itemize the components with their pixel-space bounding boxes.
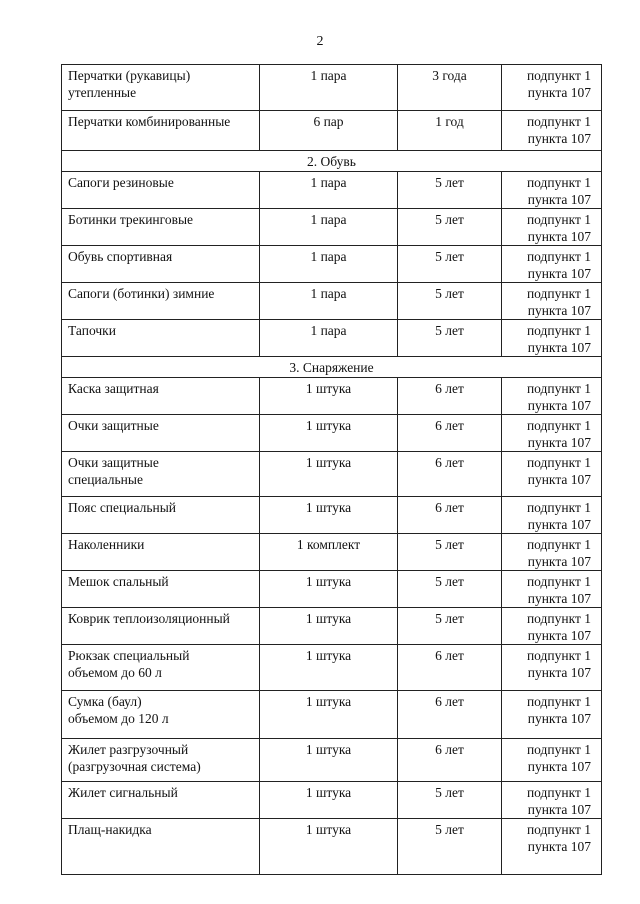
item-quantity: 1 пара: [310, 175, 347, 190]
item-quantity: 1 штука: [305, 611, 352, 626]
item-wear-term-cell: [398, 691, 502, 739]
item-quantity-cell: [260, 283, 398, 320]
table-row: [62, 246, 602, 283]
item-wear-term-cell: [398, 534, 502, 571]
item-legal-reference-cell: [502, 246, 602, 283]
item-quantity-cell: [260, 691, 398, 739]
item-legal-reference: подпункт 1 пункта 107: [526, 455, 591, 487]
item-quantity-cell: [260, 415, 398, 452]
item-legal-reference-cell: [502, 645, 602, 691]
table-row: [62, 415, 602, 452]
table-row: [62, 111, 602, 151]
item-wear-term-cell: [398, 415, 502, 452]
item-quantity: 6 пар: [313, 114, 344, 129]
item-name: Коврик теплоизоляционный: [68, 611, 230, 626]
item-name: Пояс специальный: [68, 500, 176, 515]
item-quantity-cell: [260, 378, 398, 415]
item-name-cell: [62, 320, 260, 357]
item-name-cell: [62, 65, 260, 111]
item-legal-reference: подпункт 1 пункта 107: [526, 611, 591, 643]
item-quantity-cell: [260, 172, 398, 209]
item-quantity: 1 штука: [305, 694, 352, 709]
table-row: [62, 209, 602, 246]
item-name: Перчатки комбинированные: [68, 114, 231, 129]
page-number: 2: [316, 34, 324, 49]
item-name-cell: [62, 111, 260, 151]
item-quantity: 1 пара: [310, 323, 347, 338]
table-row: [62, 378, 602, 415]
item-name-cell: [62, 283, 260, 320]
item-name-cell: [62, 691, 260, 739]
item-legal-reference: подпункт 1 пункта 107: [526, 574, 591, 606]
item-quantity: 1 штука: [305, 418, 352, 433]
item-legal-reference: подпункт 1 пункта 107: [526, 114, 591, 146]
item-legal-reference-cell: [502, 283, 602, 320]
item-wear-term: 5 лет: [435, 212, 464, 227]
item-wear-term: 5 лет: [435, 822, 464, 837]
item-wear-term: 5 лет: [435, 785, 464, 800]
item-wear-term-cell: [398, 172, 502, 209]
item-quantity: 1 штука: [305, 785, 352, 800]
table-row: [62, 571, 602, 608]
item-wear-term: 5 лет: [435, 611, 464, 626]
item-wear-term: 6 лет: [435, 742, 464, 757]
item-quantity-cell: [260, 320, 398, 357]
item-name-cell: [62, 378, 260, 415]
item-name: Тапочки: [68, 323, 116, 338]
item-wear-term: 1 год: [435, 114, 464, 129]
item-legal-reference-cell: [502, 739, 602, 782]
item-legal-reference: подпункт 1 пункта 107: [526, 286, 591, 318]
table-row: [62, 739, 602, 782]
item-wear-term: 5 лет: [435, 323, 464, 338]
item-quantity-cell: [260, 534, 398, 571]
item-legal-reference: подпункт 1 пункта 107: [526, 742, 591, 774]
table-row: [62, 65, 602, 111]
item-legal-reference-cell: [502, 415, 602, 452]
item-name-cell: [62, 415, 260, 452]
item-legal-reference: подпункт 1 пункта 107: [526, 381, 591, 413]
item-name-cell: [62, 497, 260, 534]
item-legal-reference-cell: [502, 378, 602, 415]
item-quantity: 1 пара: [310, 286, 347, 301]
item-name: Обувь спортивная: [68, 249, 173, 264]
item-name: Рюкзак специальный объемом до 60 л: [68, 648, 190, 680]
item-quantity: 1 пара: [310, 249, 347, 264]
item-quantity-cell: [260, 246, 398, 283]
item-name: Наколенники: [68, 537, 145, 552]
item-quantity: 1 штука: [305, 742, 352, 757]
item-wear-term-cell: [398, 571, 502, 608]
item-legal-reference: подпункт 1 пункта 107: [526, 418, 591, 450]
item-legal-reference: подпункт 1 пункта 107: [526, 249, 591, 281]
item-wear-term-cell: [398, 378, 502, 415]
item-legal-reference-cell: [502, 534, 602, 571]
item-name: Жилет сигнальный: [68, 785, 178, 800]
item-quantity: 1 штука: [305, 455, 352, 470]
item-legal-reference-cell: [502, 571, 602, 608]
item-name-cell: [62, 209, 260, 246]
item-legal-reference: подпункт 1 пункта 107: [526, 68, 591, 100]
item-wear-term: 6 лет: [435, 694, 464, 709]
item-legal-reference-cell: [502, 782, 602, 819]
table-row: [62, 608, 602, 645]
item-quantity-cell: [260, 571, 398, 608]
item-wear-term: 5 лет: [435, 537, 464, 552]
item-quantity: 1 штука: [305, 648, 352, 663]
item-name-cell: [62, 172, 260, 209]
table-body: [62, 65, 602, 875]
section-title: 3. Снаряжение: [62, 357, 602, 378]
item-quantity-cell: [260, 782, 398, 819]
item-name-cell: [62, 571, 260, 608]
item-wear-term: 6 лет: [435, 418, 464, 433]
item-legal-reference-cell: [502, 209, 602, 246]
item-quantity: 1 пара: [310, 68, 347, 83]
item-name: Очки защитные: [68, 418, 159, 433]
item-legal-reference-cell: [502, 65, 602, 111]
equipment-table: [61, 64, 602, 875]
item-name: Плащ-накидка: [68, 822, 152, 837]
item-wear-term-cell: [398, 497, 502, 534]
item-quantity-cell: [260, 739, 398, 782]
item-wear-term: 5 лет: [435, 574, 464, 589]
item-wear-term-cell: [398, 782, 502, 819]
section-row: [62, 151, 602, 172]
item-quantity-cell: [260, 645, 398, 691]
table-row: [62, 497, 602, 534]
item-quantity-cell: [260, 65, 398, 111]
item-legal-reference-cell: [502, 691, 602, 739]
item-legal-reference: подпункт 1 пункта 107: [526, 175, 591, 207]
item-quantity-cell: [260, 452, 398, 497]
item-legal-reference-cell: [502, 608, 602, 645]
item-legal-reference-cell: [502, 452, 602, 497]
item-name: Сапоги резиновые: [68, 175, 174, 190]
item-quantity: 1 штука: [305, 381, 352, 396]
item-name-cell: [62, 608, 260, 645]
item-legal-reference-cell: [502, 320, 602, 357]
item-wear-term: 6 лет: [435, 381, 464, 396]
item-wear-term: 5 лет: [435, 249, 464, 264]
item-quantity-cell: [260, 111, 398, 151]
table-row: [62, 782, 602, 819]
item-name-cell: [62, 452, 260, 497]
item-wear-term-cell: [398, 246, 502, 283]
table-row: [62, 534, 602, 571]
item-name: Ботинки трекинговые: [68, 212, 194, 227]
item-legal-reference: подпункт 1 пункта 107: [526, 323, 591, 355]
item-wear-term-cell: [398, 320, 502, 357]
section-row: [62, 357, 602, 378]
table-row: [62, 691, 602, 739]
item-wear-term-cell: [398, 739, 502, 782]
item-quantity: 1 пара: [310, 212, 347, 227]
item-name-cell: [62, 534, 260, 571]
item-quantity-cell: [260, 209, 398, 246]
item-legal-reference: подпункт 1 пункта 107: [526, 212, 591, 244]
item-quantity: 1 штука: [305, 500, 352, 515]
item-quantity: 1 штука: [305, 822, 352, 837]
item-wear-term: 6 лет: [435, 455, 464, 470]
item-wear-term-cell: [398, 819, 502, 875]
item-name-cell: [62, 819, 260, 875]
item-wear-term: 3 года: [432, 68, 467, 83]
item-wear-term-cell: [398, 65, 502, 111]
item-quantity: 1 комплект: [296, 537, 361, 552]
section-title: 2. Обувь: [62, 151, 602, 172]
item-wear-term: 6 лет: [435, 500, 464, 515]
item-name: Мешок спальный: [68, 574, 169, 589]
item-wear-term-cell: [398, 452, 502, 497]
item-quantity-cell: [260, 608, 398, 645]
item-wear-term: 6 лет: [435, 648, 464, 663]
item-name: Очки защитные специальные: [68, 455, 159, 487]
item-wear-term: 5 лет: [435, 175, 464, 190]
table-row: [62, 320, 602, 357]
item-wear-term-cell: [398, 111, 502, 151]
table-row: [62, 283, 602, 320]
item-legal-reference: подпункт 1 пункта 107: [526, 500, 591, 532]
item-legal-reference-cell: [502, 819, 602, 875]
item-name: Каска защитная: [68, 381, 159, 396]
item-quantity-cell: [260, 497, 398, 534]
table-row: [62, 452, 602, 497]
item-legal-reference-cell: [502, 497, 602, 534]
item-name-cell: [62, 739, 260, 782]
item-legal-reference-cell: [502, 172, 602, 209]
item-name: Перчатки (рукавицы) утепленные: [68, 68, 191, 100]
item-wear-term-cell: [398, 645, 502, 691]
item-quantity-cell: [260, 819, 398, 875]
item-wear-term-cell: [398, 283, 502, 320]
table-row: [62, 819, 602, 875]
item-legal-reference: подпункт 1 пункта 107: [526, 694, 591, 726]
item-name-cell: [62, 645, 260, 691]
item-name-cell: [62, 782, 260, 819]
item-legal-reference: подпункт 1 пункта 107: [526, 648, 591, 680]
item-legal-reference-cell: [502, 111, 602, 151]
table-row: [62, 172, 602, 209]
item-name: Сумка (баул) объемом до 120 л: [68, 694, 169, 726]
item-wear-term-cell: [398, 209, 502, 246]
item-name: Жилет разгрузочный (разгрузочная система): [68, 742, 201, 774]
item-quantity: 1 штука: [305, 574, 352, 589]
item-legal-reference: подпункт 1 пункта 107: [526, 785, 591, 817]
item-name-cell: [62, 246, 260, 283]
item-wear-term-cell: [398, 608, 502, 645]
item-wear-term: 5 лет: [435, 286, 464, 301]
table-row: [62, 645, 602, 691]
item-legal-reference: подпункт 1 пункта 107: [526, 822, 591, 854]
item-legal-reference: подпункт 1 пункта 107: [526, 537, 591, 569]
item-name: Сапоги (ботинки) зимние: [68, 286, 215, 301]
